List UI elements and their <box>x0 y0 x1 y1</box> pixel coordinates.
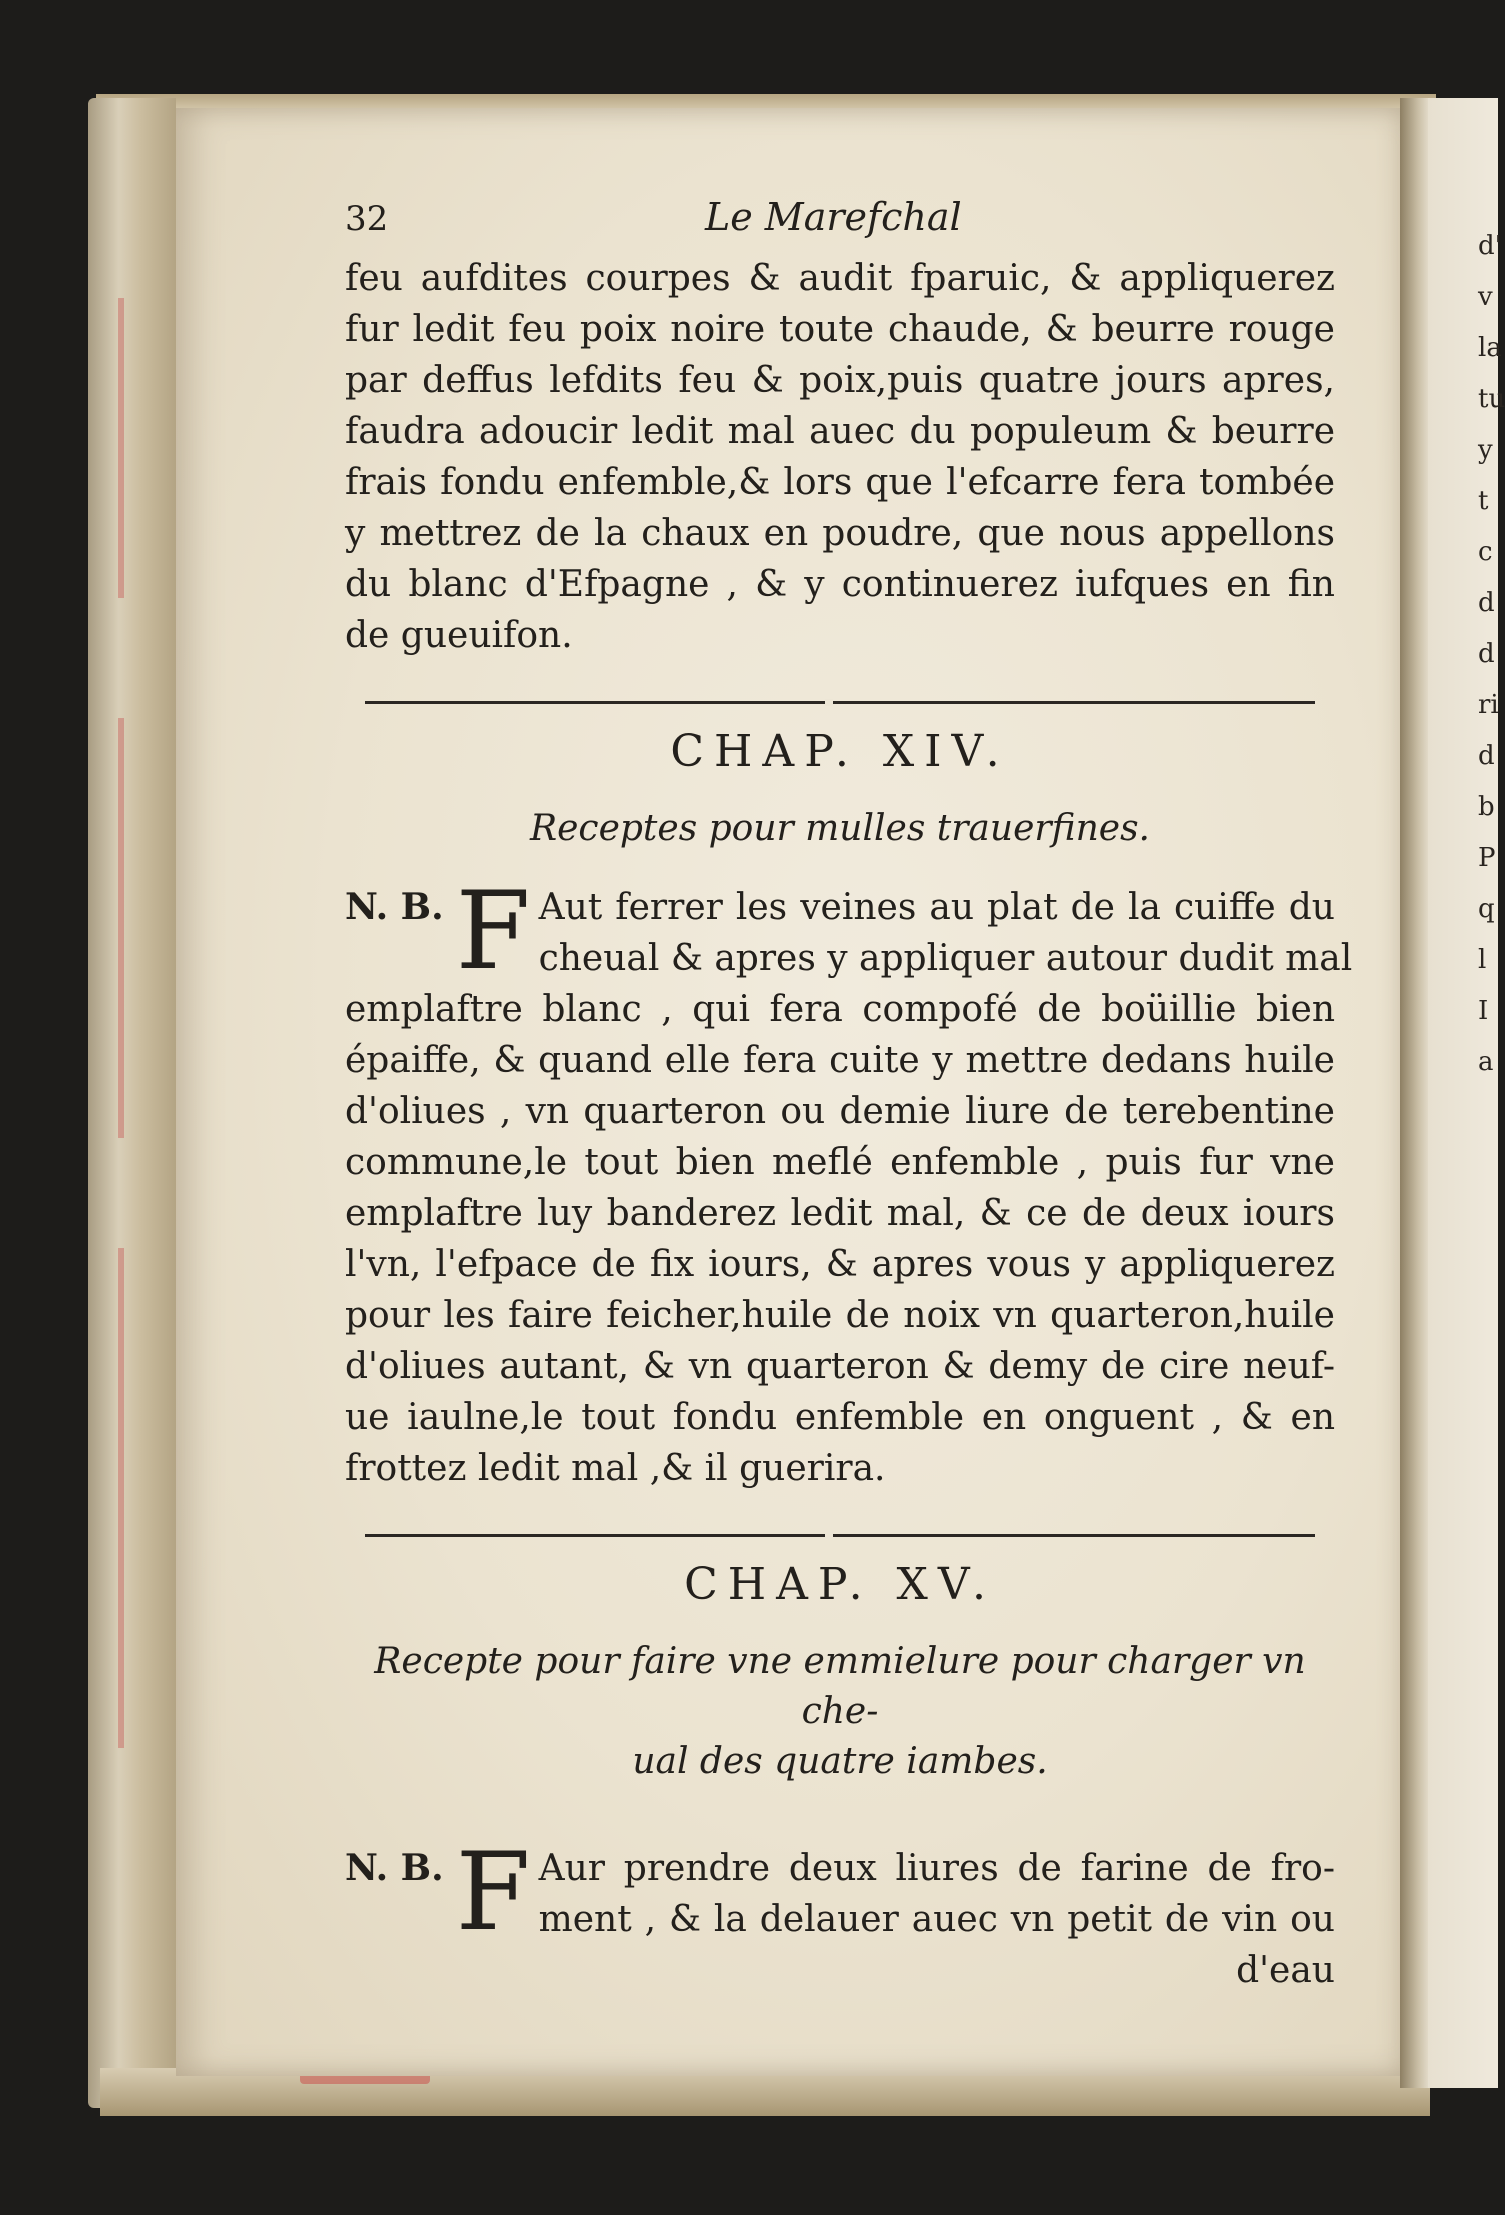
text-line: d'oliues , vn quarteron ou demie liure de terebentine <box>345 1091 1335 1132</box>
text-line: commune,le tout bien meflé enfemble , puis fur vne <box>345 1142 1335 1183</box>
text-line: faudra adoucir ledit mal auec du populeum & beurre <box>345 411 1335 452</box>
facing-page-fragment: b <box>1478 792 1495 822</box>
facing-page-fragment: q <box>1478 894 1495 924</box>
facing-page-fragment: P <box>1478 843 1496 873</box>
facing-page-fragment: d <box>1478 741 1495 771</box>
text-line: d'oliues autant, & vn quarteron & demy de cire neuf- <box>345 1346 1335 1387</box>
dropcap-block <box>345 1830 1335 1955</box>
chapter-title-line: Recepte pour faire vne emmielure pour charger vn che- <box>374 1641 1306 1732</box>
facing-page-fragment: y <box>1478 435 1493 465</box>
text-line: frottez ledit mal ,& il guerira. <box>345 1448 886 1489</box>
facing-page-fragment: d <box>1478 639 1495 669</box>
book-fore-edge <box>88 98 176 2108</box>
facing-page-fragment: a <box>1478 1047 1494 1077</box>
chapter-15-paragraph <box>345 1830 1335 1996</box>
text-line: y mettrez de la chaux en poudre, que nous appellons <box>345 513 1335 554</box>
page-text <box>345 195 1353 1996</box>
text-line: pour les faire feicher,huile de noix vn quarteron,huile <box>345 1295 1335 1336</box>
text-line: de gueuifon. <box>345 615 573 656</box>
chapter-title <box>345 1637 1335 1787</box>
drop-capital: F <box>455 1830 531 1955</box>
facing-page <box>1428 98 1505 2088</box>
chapter-14-paragraph <box>345 869 1353 1494</box>
text-line: frais fondu enfemble,& lors que l'efcarre fera tombée <box>345 462 1335 503</box>
book-gutter <box>1400 98 1430 2088</box>
nb-marker: N. B. <box>345 1847 444 1889</box>
facing-page-fragment: la <box>1478 333 1502 363</box>
section-rule <box>365 1534 1315 1537</box>
text-line: épaiffe, & quand elle fera cuite y mettre dedans huile <box>345 1040 1335 1081</box>
facing-page-fragment: d' <box>1478 231 1502 261</box>
chapter-title-line: ual des quatre iambes. <box>632 1741 1048 1782</box>
catchword: d'eau <box>1236 1950 1335 1991</box>
drop-capital: F <box>455 869 531 994</box>
facing-page-fragment: v <box>1478 282 1493 312</box>
running-title: Le Marefchal <box>705 195 962 239</box>
section-rule <box>365 701 1315 704</box>
continuation-paragraph <box>345 253 1335 661</box>
text-line: Aut ferrer les veines au plat de la cuiffe du <box>538 887 1335 928</box>
text-line: emplaftre blanc , qui fera compofé de boüillie bien <box>345 989 1335 1030</box>
text-line: du blanc d'Efpagne , & y continuerez iufques en fin <box>345 564 1335 605</box>
facing-page-fragment: t <box>1478 486 1489 516</box>
facing-page-fragment: tu <box>1478 384 1505 414</box>
text-line: l'vn, l'efpace de fix iours, & apres vous y appliquerez <box>345 1244 1335 1285</box>
chapter-heading: CHAP. XIV. <box>670 726 1010 777</box>
text-line: Aur prendre deux liures de farine de fro- <box>538 1848 1335 1889</box>
nb-marker: N. B. <box>345 886 444 928</box>
facing-page-fragment: ri <box>1478 690 1499 720</box>
chapter-heading: CHAP. XV. <box>684 1559 996 1610</box>
page-number: 32 <box>345 199 389 239</box>
text-line: feu aufdites courpes & audit fparuic, & appliquerez <box>345 258 1335 299</box>
text-line: ment , & la delauer auec vn petit de vin ou <box>538 1899 1335 1940</box>
text-line: ue iaulne,le tout fondu enfemble en onguent , & en <box>345 1397 1335 1438</box>
dropcap-block <box>345 869 1353 994</box>
text-line: par deffus lefdits feu & poix,puis quatre jours apres, <box>345 360 1335 401</box>
facing-page-fragment: c <box>1478 537 1493 567</box>
red-edge-stain <box>118 298 124 598</box>
red-edge-stain <box>118 1248 124 1748</box>
text-line: emplaftre luy banderez ledit mal, & ce de deux iours <box>345 1193 1335 1234</box>
text-line: fur ledit feu poix noire toute chaude, & beurre rouge <box>345 309 1335 350</box>
text-line: cheual & apres y appliquer autour dudit mal <box>538 938 1353 979</box>
facing-page-fragment: I <box>1478 996 1489 1026</box>
facing-page-fragment: l <box>1478 945 1487 975</box>
facing-page-fragment: d <box>1478 588 1495 618</box>
running-head <box>345 195 1335 253</box>
chapter-title: Receptes pour mulles trauerfines. <box>530 808 1150 849</box>
red-edge-stain <box>118 718 124 1138</box>
